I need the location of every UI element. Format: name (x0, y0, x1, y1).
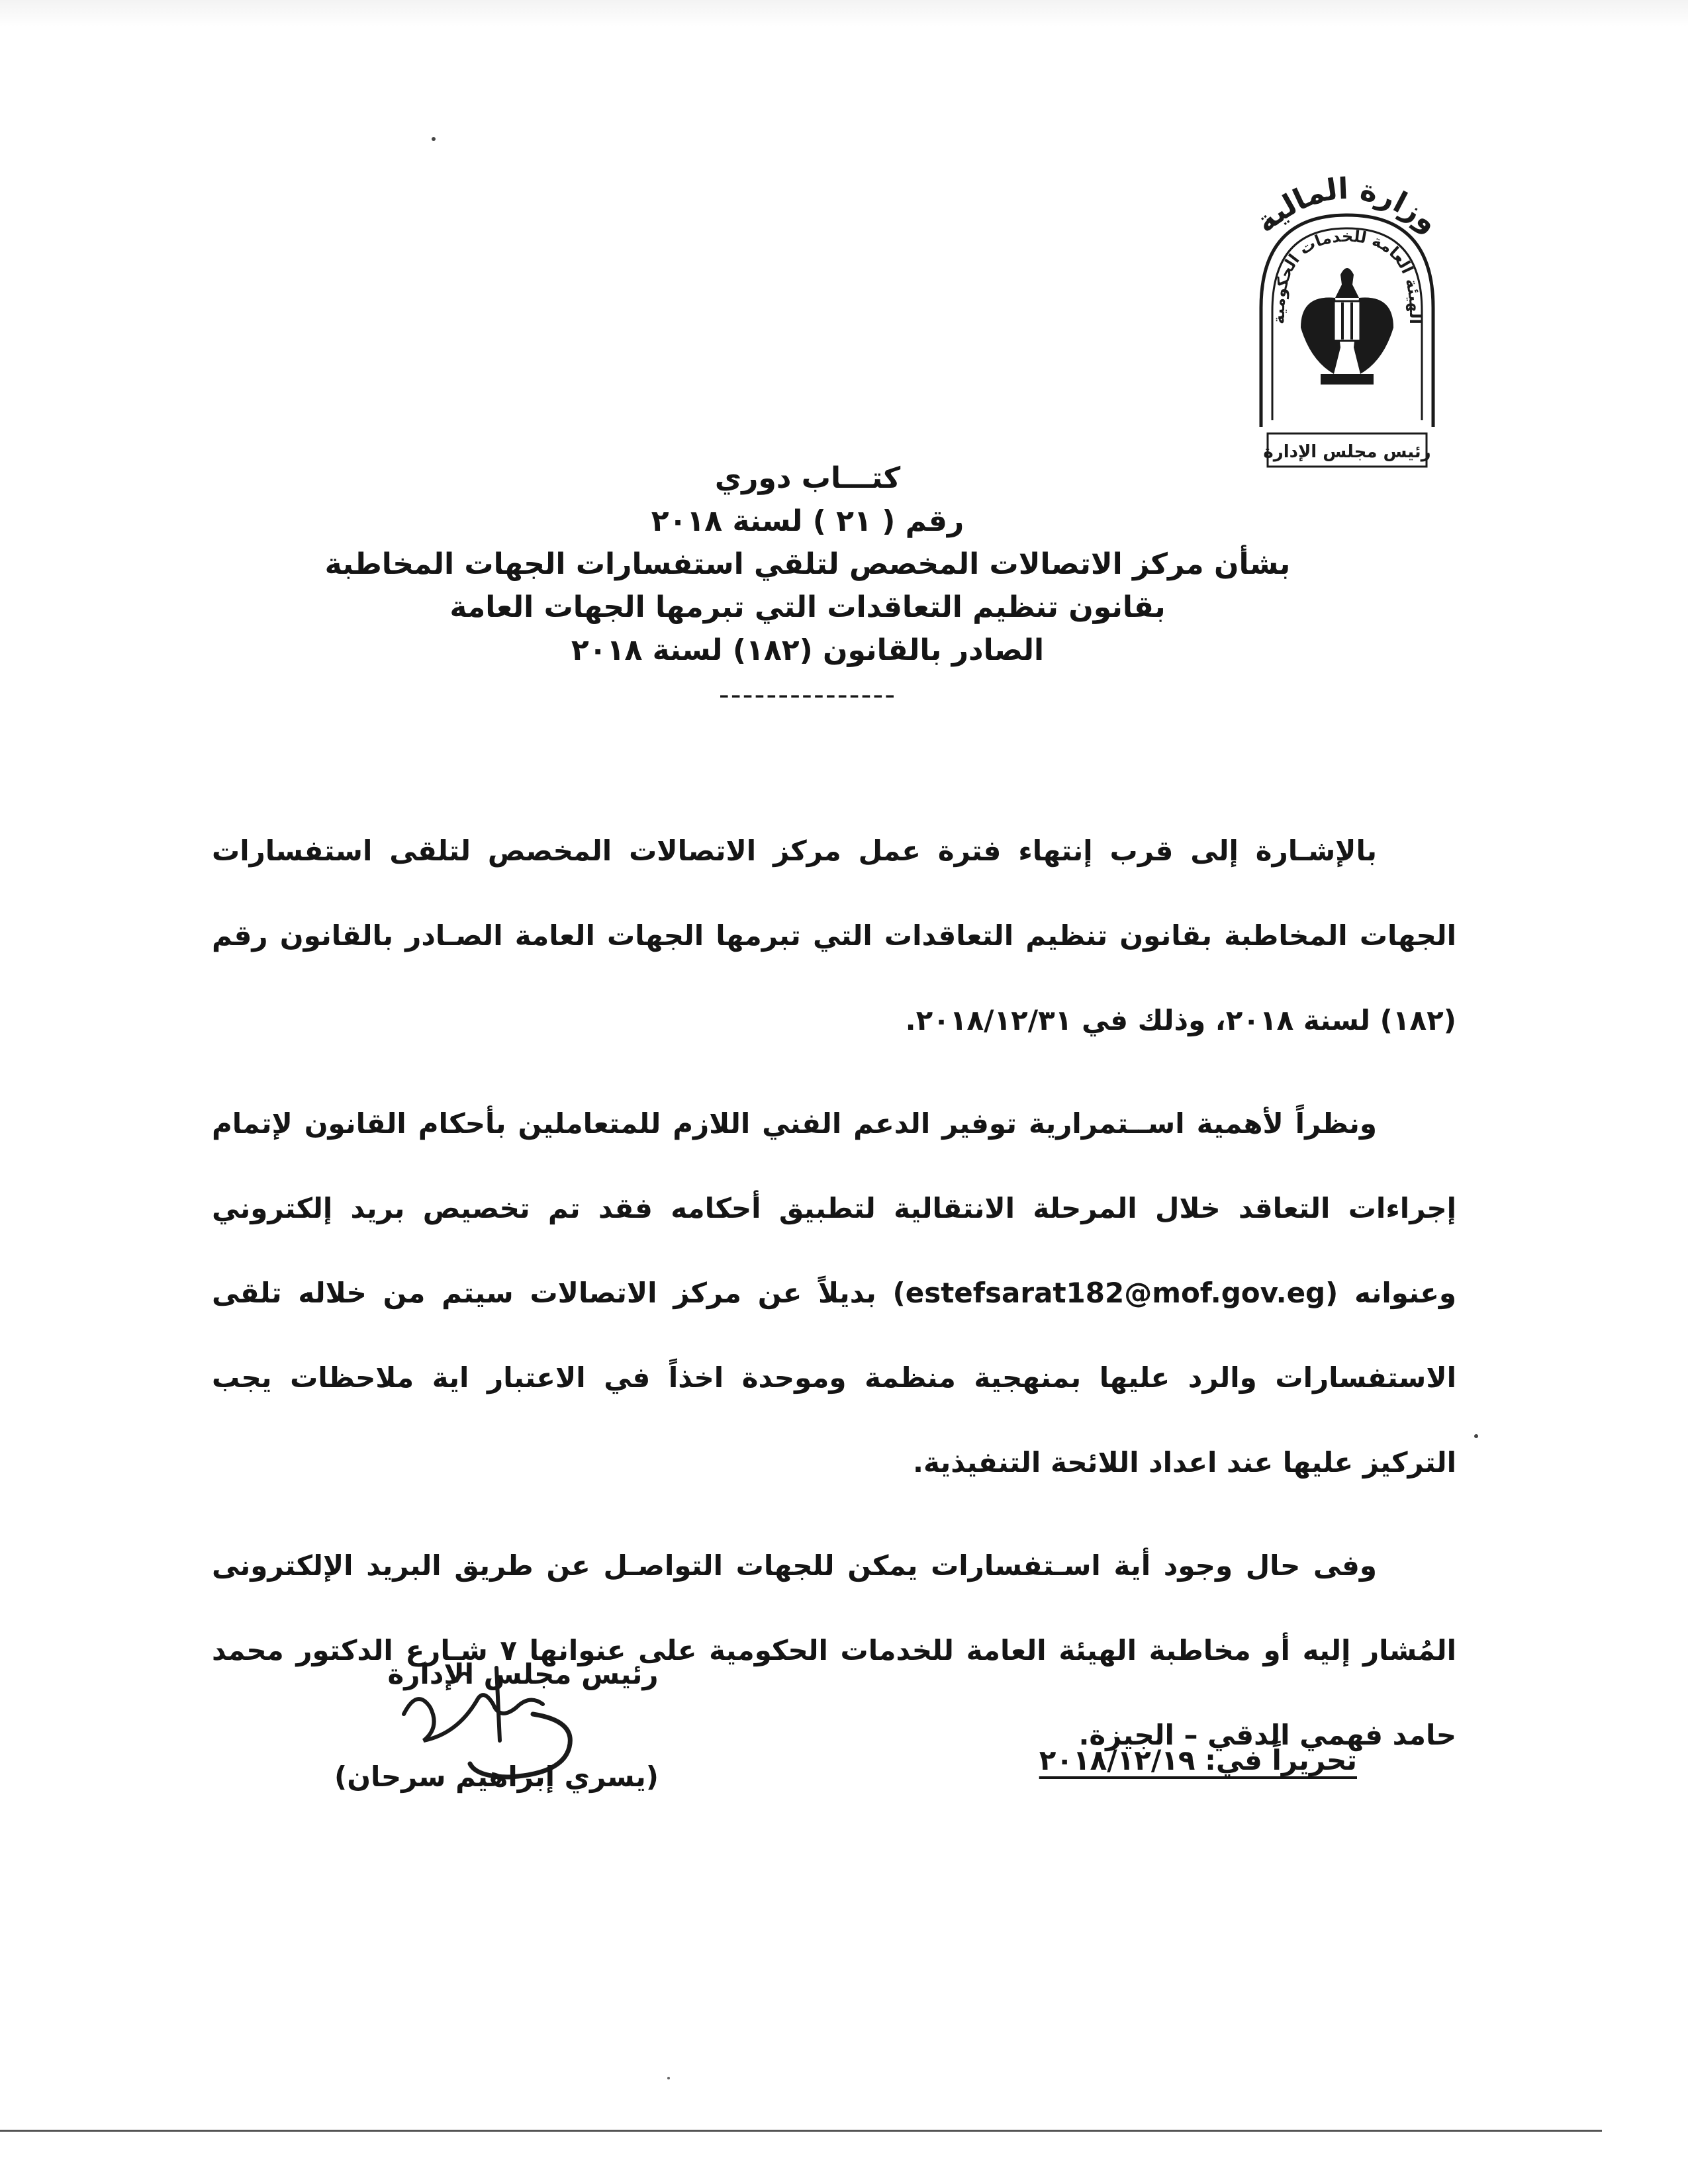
heading-separator: --------------- (718, 678, 897, 711)
scan-bottom-edge (0, 2130, 1602, 2132)
signatory-title: رئيس مجلس الإدارة (387, 1658, 659, 1690)
contact-email[interactable]: (estefsarat182@mof.gov.eg) (892, 1277, 1338, 1309)
paragraph-email-intro: ونظراً لأهمية اســتمرارية توفير الدعم الفني اللازم للمتعاملين بأحكام القانون لإتمام إجراءات التعاقد خلال المرحلة الانتقالية لتطبيق أحكامه فقد تم تخصيص بريد إلكتروني وعنوانه (212, 1107, 1457, 1309)
paragraph-email-outro: بديلاً عن مركز الاتصالات سيتم من خلاله تلقى الاستفسارات والرد عليها بمنهجية منظمة وموحدة اخذاً في الاعتبار اية ملاحظات يجب التركيز عليها عند اعداد اللائحة التنفيذية. (212, 1277, 1456, 1479)
circular-number: رقم ( ٢١ ) لسنة ٢٠١٨ (651, 504, 964, 538)
svg-text:وزارة المالية: وزارة المالية (1249, 171, 1445, 240)
paragraph-reference: بالإشـارة إلى قرب إنتهاء فترة عمل مركز الاتصالات المخصص لتلقى استفسارات الجهات المخاطبة بقانون تنظيم التعاقدات التي تبرمها الجهات العامة الصـادر بالقانون رقم (١٨٢) لسنة ٢٠١٨، وذلك في ٢٠١٨/١٢/٣١. (212, 835, 1456, 1036)
svg-text:رئيس مجلس الإدارة: رئيس مجلس الإدارة (1263, 442, 1431, 462)
paragraph-email-notice (212, 1081, 1456, 1505)
circular-heading (278, 457, 1337, 716)
circular-subject-issued: الصادر بالقانون (١٨٢) لسنة ٢٠١٨ (571, 633, 1045, 667)
issue-date: تحريراً في: ٢٠١٨/١٢/١٩ (1039, 1744, 1357, 1776)
svg-text:الهيئة العامة للخدمات الحكومية: الهيئة العامة للخدمات الحكومية (1269, 226, 1425, 324)
paragraph-contact-address: وفى حال وجود أية اسـتفسارات يمكن للجهات التواصـل عن طريق البريد الإلكترونى المُشار إليه أو مخاطبة الهيئة العامة للخدمات الحكومية على عنوانها ٧ شـارع الدكتور محمد حامد فهمي الدقي – الجيزة. (212, 1549, 1456, 1751)
circular-label: كتـــاب دوري (714, 461, 901, 495)
circular-subject-law: بقانون تنظيم التعاقدات التي تبرمها الجهات العامة (449, 590, 1166, 624)
circular-subject: بشأن مركز الاتصالات المخصص لتلقي استفسارات الجهات المخاطبة (324, 547, 1291, 581)
signatory-name: (يسري إبراهيم سرحان) (334, 1760, 659, 1793)
scan-edge (0, 0, 1688, 26)
authority-seal-logo (1231, 142, 1463, 473)
